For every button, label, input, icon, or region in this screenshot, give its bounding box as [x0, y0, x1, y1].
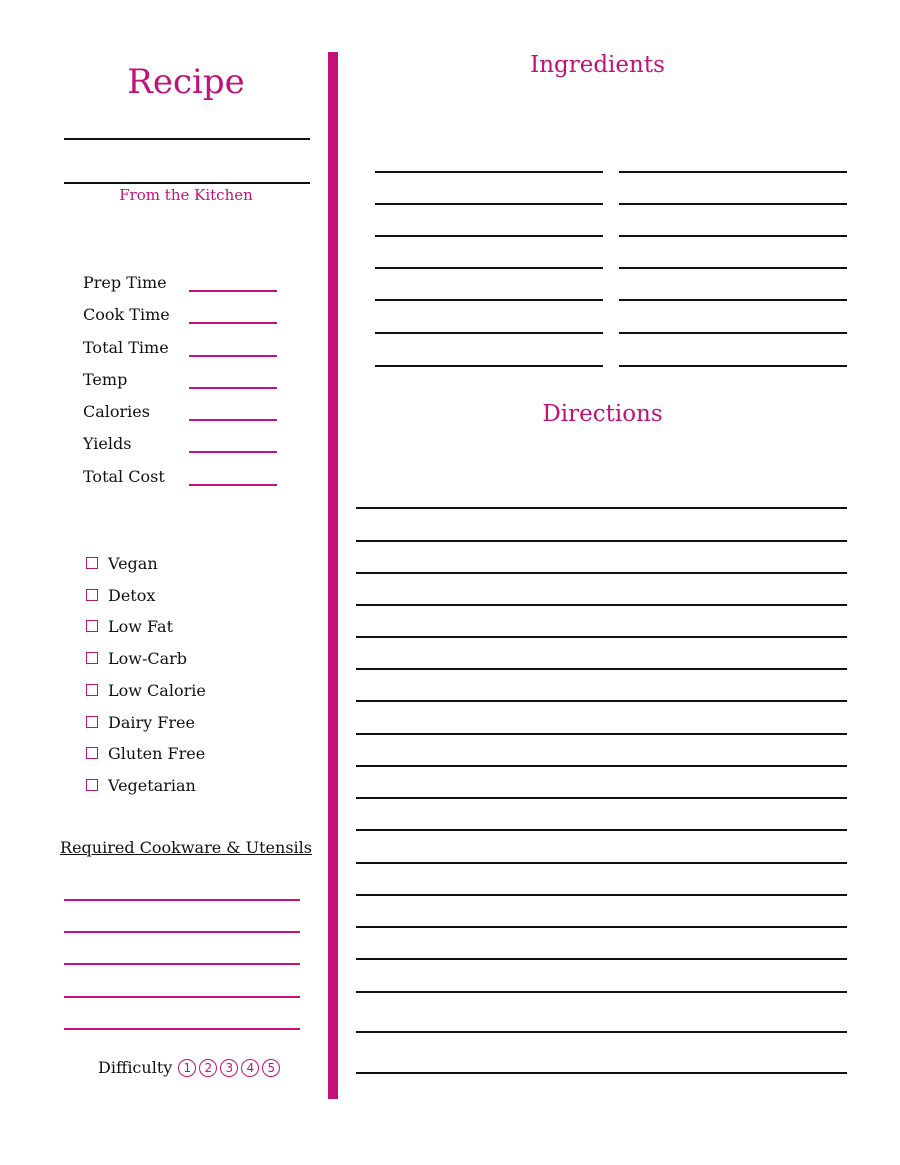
column-divider [328, 52, 338, 1099]
info-label: Temp [83, 370, 128, 389]
direction-line[interactable] [356, 1031, 847, 1033]
diet-option-low-fat[interactable] [86, 616, 173, 636]
diet-label: Low-Carb [108, 648, 188, 668]
direction-line[interactable] [356, 572, 847, 574]
direction-line[interactable] [356, 862, 847, 864]
diet-label: Vegetarian [108, 775, 196, 795]
info-blank[interactable] [189, 484, 277, 486]
diet-option-gluten-free[interactable] [86, 743, 205, 763]
difficulty-level-3[interactable]: 3 [220, 1059, 238, 1077]
info-blank[interactable] [189, 387, 277, 389]
direction-line[interactable] [356, 958, 847, 960]
ingredient-line[interactable] [375, 171, 603, 173]
direction-line[interactable] [356, 604, 847, 606]
direction-line[interactable] [356, 636, 847, 638]
ingredient-line[interactable] [375, 203, 603, 205]
cookware-line[interactable] [64, 931, 300, 933]
diet-option-vegan[interactable] [86, 553, 158, 573]
ingredient-line[interactable] [619, 171, 847, 173]
checkbox-icon[interactable] [86, 716, 98, 728]
ingredient-line[interactable] [375, 235, 603, 237]
checkbox-icon[interactable] [86, 557, 98, 569]
recipe-title: Recipe [127, 62, 245, 102]
ingredients-heading: Ingredients [530, 52, 665, 78]
direction-line[interactable] [356, 540, 847, 542]
direction-line[interactable] [356, 1072, 847, 1074]
ingredient-line[interactable] [619, 203, 847, 205]
cookware-line[interactable] [64, 899, 300, 901]
diet-label: Detox [108, 585, 156, 605]
diet-option-vegetarian[interactable] [86, 775, 196, 795]
difficulty-level-4[interactable]: 4 [241, 1059, 259, 1077]
checkbox-icon[interactable] [86, 620, 98, 632]
cookware-line[interactable] [64, 963, 300, 965]
info-blank[interactable] [189, 355, 277, 357]
diet-option-low-calorie[interactable] [86, 680, 206, 700]
direction-line[interactable] [356, 829, 847, 831]
direction-line[interactable] [356, 991, 847, 993]
diet-label: Dairy Free [108, 712, 195, 732]
checkbox-icon[interactable] [86, 747, 98, 759]
info-blank[interactable] [189, 451, 277, 453]
info-label: Total Time [83, 338, 169, 357]
cookware-heading: Required Cookware & Utensils [60, 838, 312, 857]
ingredient-line[interactable] [619, 267, 847, 269]
ingredient-line[interactable] [619, 332, 847, 334]
ingredient-line[interactable] [619, 235, 847, 237]
info-label: Total Cost [83, 467, 165, 486]
ingredient-line[interactable] [619, 365, 847, 367]
difficulty-level-5[interactable]: 5 [262, 1059, 280, 1077]
from-kitchen-label: From the Kitchen [119, 186, 253, 204]
diet-option-detox[interactable] [86, 585, 155, 605]
diet-label: Vegan [108, 553, 158, 573]
info-label: Cook Time [83, 305, 170, 324]
difficulty-level-1[interactable]: 1 [178, 1059, 196, 1077]
direction-line[interactable] [356, 926, 847, 928]
diet-label: Low Calorie [108, 680, 206, 700]
info-blank[interactable] [189, 419, 277, 421]
checkbox-icon[interactable] [86, 779, 98, 791]
direction-line[interactable] [356, 733, 847, 735]
diet-option-dairy-free[interactable] [86, 712, 195, 732]
ingredient-line[interactable] [375, 365, 603, 367]
diet-option-low-carb[interactable] [86, 648, 187, 668]
diet-label: Gluten Free [108, 743, 206, 763]
direction-line[interactable] [356, 668, 847, 670]
direction-line[interactable] [356, 765, 847, 767]
difficulty-rating [98, 1058, 283, 1077]
ingredient-line[interactable] [375, 267, 603, 269]
direction-line[interactable] [356, 797, 847, 799]
info-label: Yields [83, 434, 132, 453]
directions-heading: Directions [542, 401, 663, 427]
checkbox-icon[interactable] [86, 589, 98, 601]
direction-line[interactable] [356, 700, 847, 702]
info-blank[interactable] [189, 290, 277, 292]
cookware-line[interactable] [64, 996, 300, 998]
checkbox-icon[interactable] [86, 652, 98, 664]
recipe-name-line-2[interactable] [64, 182, 310, 184]
ingredient-line[interactable] [619, 299, 847, 301]
diet-label: Low Fat [108, 616, 174, 636]
info-blank[interactable] [189, 322, 277, 324]
ingredient-line[interactable] [375, 299, 603, 301]
direction-line[interactable] [356, 894, 847, 896]
info-label: Calories [83, 402, 150, 421]
checkbox-icon[interactable] [86, 684, 98, 696]
info-label: Prep Time [83, 273, 167, 292]
ingredient-line[interactable] [375, 332, 603, 334]
difficulty-level-2[interactable]: 2 [199, 1059, 217, 1077]
cookware-line[interactable] [64, 1028, 300, 1030]
recipe-name-line-1[interactable] [64, 138, 310, 140]
difficulty-label: Difficulty [98, 1058, 173, 1077]
direction-line[interactable] [356, 507, 847, 509]
